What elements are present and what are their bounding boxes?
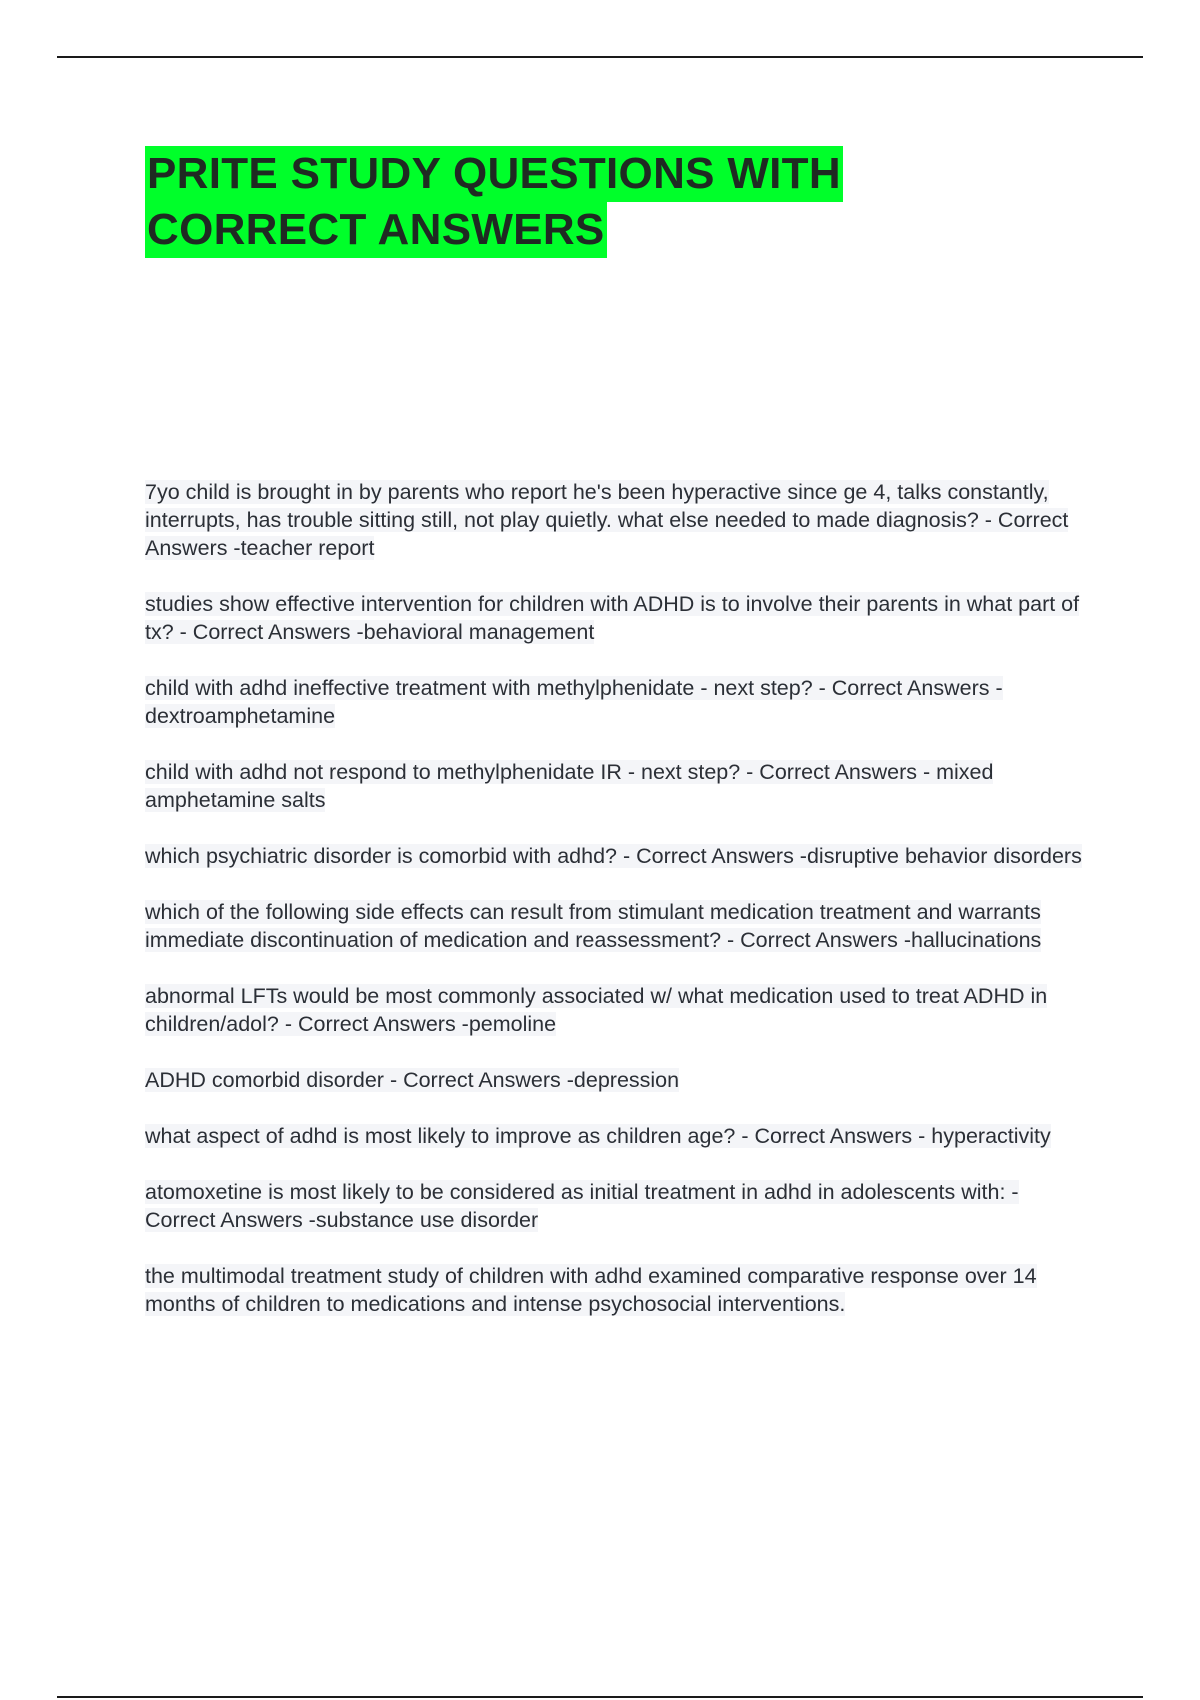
list-item [145, 478, 1085, 562]
question-answer-text: ADHD comorbid disorder - Correct Answers -depression [145, 1068, 680, 1092]
question-answer-text: abnormal LFTs would be most commonly associated w/ what medication used to treat ADHD in children/adol? - Correct Answers -pemoline [145, 984, 1048, 1036]
top-divider [57, 56, 1143, 58]
title-line-1: PRITE STUDY QUESTIONS WITH [145, 146, 843, 202]
page-title [145, 146, 1045, 258]
title-line-2: CORRECT ANSWERS [145, 202, 607, 258]
list-item [145, 1066, 1085, 1094]
bottom-divider [57, 1696, 1143, 1698]
list-item [145, 1178, 1085, 1234]
question-answer-text: child with adhd ineffective treatment with methylphenidate - next step? - Correct Answers -dextroamphetamine [145, 676, 1003, 728]
list-item [145, 842, 1085, 870]
list-item [145, 590, 1085, 646]
list-item [145, 674, 1085, 730]
question-answer-list [145, 478, 1085, 1346]
list-item [145, 758, 1085, 814]
list-item [145, 898, 1085, 954]
question-answer-text: the multimodal treatment study of children with adhd examined comparative response over 14 months of children to medications and intense psychosocial interventions. [145, 1264, 1037, 1316]
list-item [145, 1122, 1085, 1150]
question-answer-text: atomoxetine is most likely to be considered as initial treatment in adhd in adolescents with: - Correct Answers -substance use disorder [145, 1180, 1019, 1232]
list-item [145, 982, 1085, 1038]
question-answer-text: 7yo child is brought in by parents who report he's been hyperactive since ge 4, talks constantly, interrupts, has trouble sitting still, not play quietly. what else needed to made diagnosis? - Correct Answers -teacher report [145, 480, 1069, 560]
list-item [145, 1262, 1085, 1318]
question-answer-text: studies show effective intervention for children with ADHD is to involve their parents in what part of tx? - Correct Answers -behavioral management [145, 592, 1080, 644]
question-answer-text: child with adhd not respond to methylphenidate IR - next step? - Correct Answers - mixed amphetamine salts [145, 760, 994, 812]
question-answer-text: which psychiatric disorder is comorbid with adhd? - Correct Answers -disruptive behavior disorders [145, 844, 1082, 868]
question-answer-text: which of the following side effects can result from stimulant medication treatment and warrants immediate discontinuation of medication and reassessment? - Correct Answers -hallucinations [145, 900, 1042, 952]
question-answer-text: what aspect of adhd is most likely to improve as children age? - Correct Answers - hyperactivity [145, 1124, 1051, 1148]
